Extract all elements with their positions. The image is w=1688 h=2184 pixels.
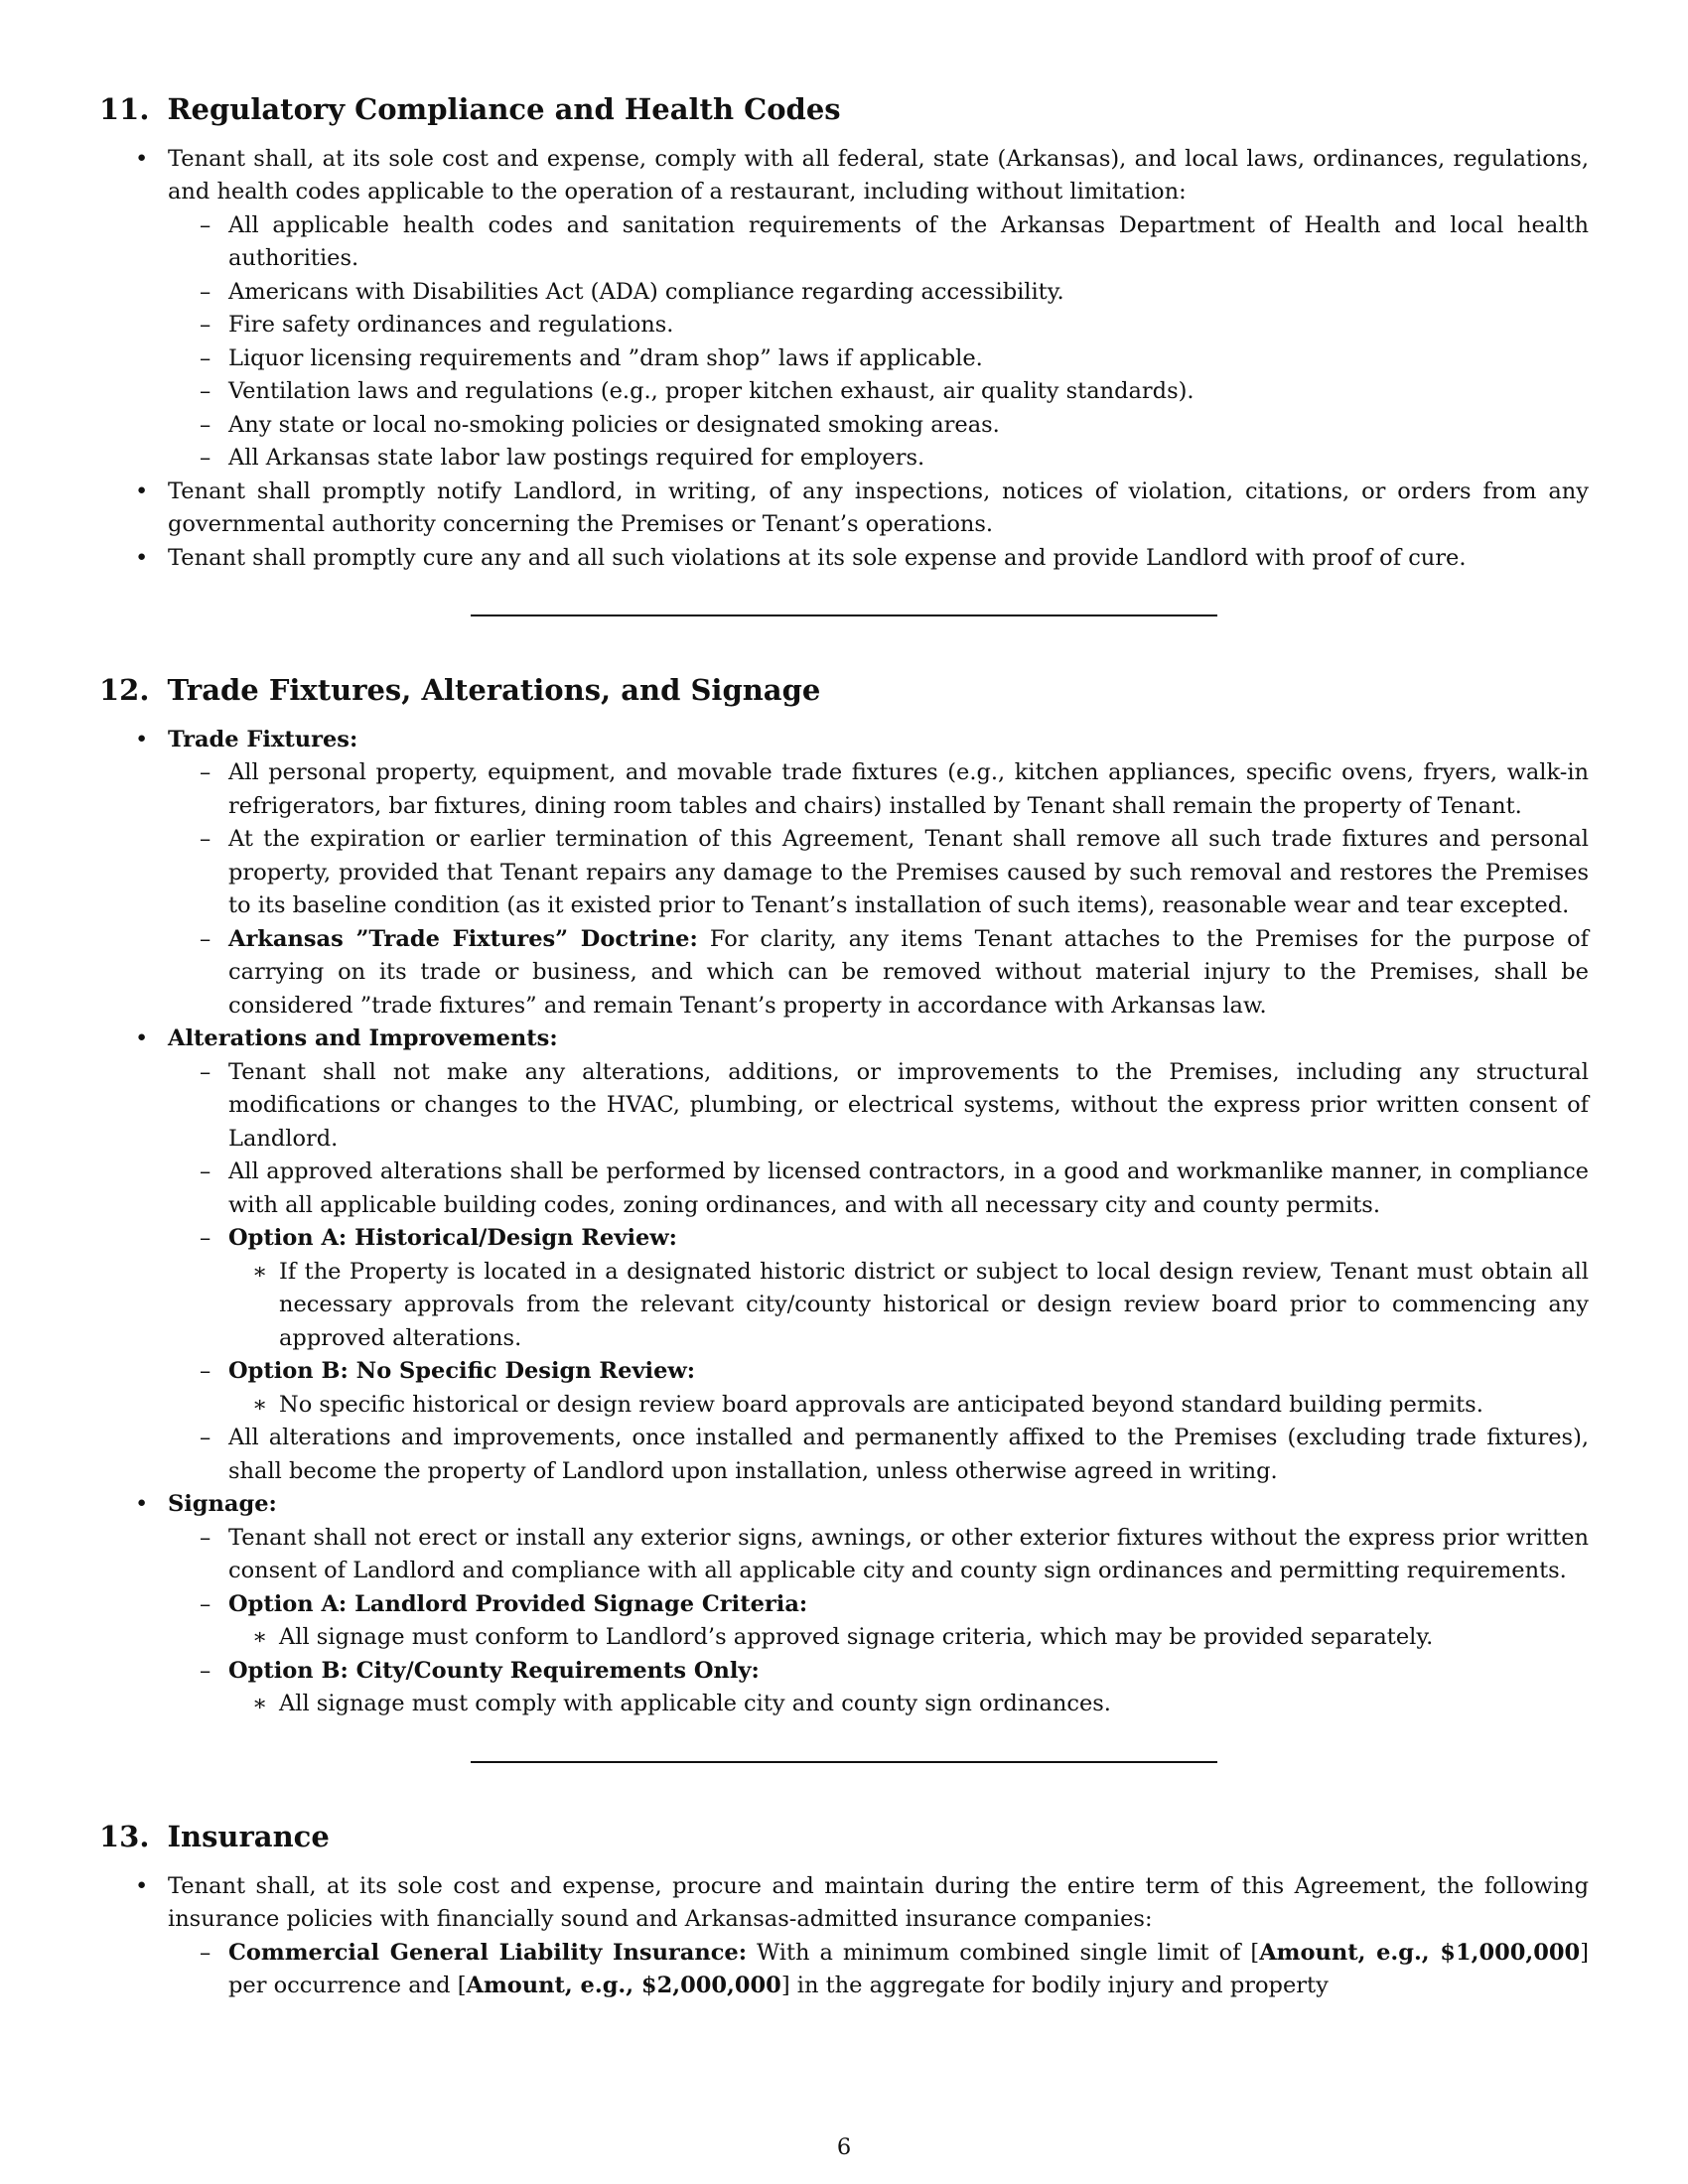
item-heading: Alterations and Improvements: xyxy=(168,1025,558,1052)
option-item xyxy=(228,1256,1589,1356)
sublist-item xyxy=(168,1522,1589,1588)
option-heading: Option A: Landlord Provided Signage Criteria: xyxy=(228,1590,808,1617)
section-divider xyxy=(471,614,1217,616)
bullet-icon: • xyxy=(135,1872,149,1899)
item-text: Any state or local no-smoking policies or designated smoking areas. xyxy=(228,411,1000,438)
dash-icon: – xyxy=(200,1939,211,1966)
dash-icon: – xyxy=(200,278,211,305)
option-heading: Option B: City/County Requirements Only: xyxy=(228,1657,760,1684)
item-heading: Trade Fixtures: xyxy=(168,726,358,752)
sublist-item xyxy=(168,442,1589,476)
sublist xyxy=(168,1056,1589,1489)
option-item xyxy=(228,1621,1589,1655)
section-11 xyxy=(99,91,1589,575)
item-text: All personal property, equipment, and movable trade fixtures (e.g., kitchen appliances, specific ovens, fryers, walk-in refrigerators, bar fixtures, dining room tables and chairs) installed by Tenant shall remain the property of Tenant. xyxy=(228,759,1589,819)
item-text: All approved alterations shall be performed by licensed contractors, in a good and workmanlike manner, in compliance with all applicable building codes, zoning ordinances, and with all necessary city and county permits. xyxy=(228,1159,1589,1218)
dash-icon: – xyxy=(200,211,211,238)
option-heading: Option A: Historical/Design Review: xyxy=(228,1225,677,1252)
list-item xyxy=(99,143,1589,476)
item-text: No specific historical or design review board approvals are anticipated beyond standard building permits. xyxy=(279,1391,1483,1418)
section-12 xyxy=(99,672,1589,1721)
dash-icon: – xyxy=(200,1225,211,1252)
sublist-item-option-b xyxy=(168,1355,1589,1422)
sublist-item xyxy=(168,923,1589,1024)
option-list xyxy=(228,1256,1589,1356)
section-title: Insurance xyxy=(167,1819,330,1853)
list-item xyxy=(99,542,1589,576)
section-number: 12. xyxy=(99,673,150,708)
option-item xyxy=(228,1688,1589,1721)
sublist-item xyxy=(168,1156,1589,1222)
sublist-item xyxy=(168,309,1589,342)
section-11-list xyxy=(99,143,1589,576)
section-divider xyxy=(471,1761,1217,1763)
paragraph-text: Tenant shall, at its sole cost and expense, comply with all federal, state (Arkansas), and local laws, ordinances, regulations, and health codes applicable to the operation of a restaurant, including without limitation: xyxy=(168,145,1589,205)
option-heading: Option B: No Specific Design Review: xyxy=(228,1358,696,1385)
bullet-icon: • xyxy=(135,478,149,504)
amount-placeholder: Amount, e.g., $1,000,000 xyxy=(1259,1939,1581,1966)
section-12-heading xyxy=(99,672,1589,710)
item-heading: Arkansas ”Trade Fixtures” Doctrine: xyxy=(228,925,698,952)
sublist xyxy=(168,1522,1589,1721)
item-text: Liquor licensing requirements and ”dram shop” laws if applicable. xyxy=(228,344,983,371)
paragraph-text: Tenant shall, at its sole cost and expense, procure and maintain during the entire term of this Agreement, the following insurance policies with financially sound and Arkansas-admitted insurance companies: xyxy=(168,1872,1589,1933)
sublist-item-option-b xyxy=(168,1655,1589,1721)
asterisk-icon: ∗ xyxy=(252,1691,268,1717)
item-heading: Commercial General Liability Insurance: xyxy=(228,1939,748,1966)
item-text: Americans with Disabilities Act (ADA) compliance regarding accessibility. xyxy=(228,278,1064,305)
item-text: ] in the aggregate for bodily injury and property xyxy=(780,1973,1329,1999)
item-text: All applicable health codes and sanitation requirements of the Arkansas Department of Health and local health authorities. xyxy=(228,211,1589,272)
item-text: All alterations and improvements, once installed and permanently affixed to the Premises (excluding trade fixtures), shall become the property of Landlord upon installation, unless otherwise agreed in writing. xyxy=(228,1425,1589,1484)
sublist-item xyxy=(168,1422,1589,1488)
dash-icon: – xyxy=(200,1058,211,1085)
item-text: Tenant shall not erect or install any exterior signs, awnings, or other exterior fixtures without the express prior written consent of Landlord and compliance with all applicable city and county sign ordinances and permitting requirements. xyxy=(228,1524,1589,1584)
item-text: If the Property is located in a designated historic district or subject to local design review, Tenant must obtain all necessary approvals from the relevant city/county historical or design review board prior to commencing any approved alterations. xyxy=(279,1258,1589,1351)
sublist-item xyxy=(168,342,1589,376)
option-list xyxy=(228,1621,1589,1655)
section-13-list xyxy=(99,1870,1589,2003)
sublist-item xyxy=(168,1056,1589,1157)
item-text: At the expiration or earlier termination of this Agreement, Tenant shall remove all such trade fixtures and personal property, provided that Tenant repairs any damage to the Premises caused by such removal and restores the Premises to its baseline condition (as it existed prior to Tenant’s installation of such items), reasonable wear and tear excepted. xyxy=(228,826,1589,919)
sublist-item xyxy=(168,375,1589,409)
item-text: All signage must comply with applicable city and county sign ordinances. xyxy=(279,1691,1111,1717)
section-13-heading xyxy=(99,1819,1589,1856)
item-text: All signage must conform to Landlord’s approved signage criteria, which may be provided separately. xyxy=(279,1624,1434,1651)
dash-icon: – xyxy=(200,759,211,786)
item-text: All Arkansas state labor law postings required for employers. xyxy=(228,445,925,472)
section-13 xyxy=(99,1819,1589,2003)
section-12-list xyxy=(99,724,1589,1721)
page-number: 6 xyxy=(836,2134,852,2160)
sublist-item xyxy=(168,756,1589,823)
section-title: Trade Fixtures, Alterations, and Signage xyxy=(167,673,821,708)
dash-icon: – xyxy=(200,925,211,952)
section-11-heading xyxy=(99,91,1589,129)
dash-icon: – xyxy=(200,445,211,472)
item-text: Tenant shall not make any alterations, additions, or improvements to the Premises, including any structural modifications or changes to the HVAC, plumbing, or electrical systems, without the express prior written consent of Landlord. xyxy=(228,1058,1589,1152)
list-item xyxy=(99,476,1589,542)
sublist-item xyxy=(168,823,1589,923)
paragraph-text: Tenant shall promptly cure any and all such violations at its sole expense and provide Landlord with proof of cure. xyxy=(168,544,1467,571)
section-number: 13. xyxy=(99,1819,150,1853)
item-text: Fire safety ordinances and regulations. xyxy=(228,312,674,339)
dash-icon: – xyxy=(200,378,211,405)
list-item-signage xyxy=(99,1488,1589,1721)
dash-icon: – xyxy=(200,411,211,438)
item-heading: Signage: xyxy=(168,1491,277,1518)
item-text: Ventilation laws and regulations (e.g., proper kitchen exhaust, air quality standards). xyxy=(228,378,1195,405)
sublist xyxy=(168,209,1589,476)
dash-icon: – xyxy=(200,1524,211,1551)
dash-icon: – xyxy=(200,1358,211,1385)
sublist-item-option-a xyxy=(168,1222,1589,1355)
bullet-icon: • xyxy=(135,1491,149,1518)
asterisk-icon: ∗ xyxy=(252,1624,268,1651)
bullet-icon: • xyxy=(135,1025,149,1052)
bullet-icon: • xyxy=(135,726,149,752)
item-text: For clarity, any items Tenant attaches to the Premises for the purpose of carrying on its trade or business, and which can be removed without material injury to the Premises, shall be considered ”trade fixtures” and remain Tenant’s property in accordance with Arkansas law. xyxy=(228,925,1590,1019)
dash-icon: – xyxy=(200,1590,211,1617)
sublist xyxy=(168,756,1589,1023)
dash-icon: – xyxy=(200,1657,211,1684)
paragraph-text: Tenant shall promptly notify Landlord, in writing, of any inspections, notices of violation, citations, or orders from any governmental authority concerning the Premises or Tenant’s operations. xyxy=(168,478,1589,538)
asterisk-icon: ∗ xyxy=(252,1391,268,1418)
bullet-icon: • xyxy=(135,544,149,571)
sublist-item xyxy=(168,276,1589,310)
dash-icon: – xyxy=(200,826,211,853)
asterisk-icon: ∗ xyxy=(252,1258,268,1285)
section-title: Regulatory Compliance and Health Codes xyxy=(167,92,841,126)
dash-icon: – xyxy=(200,1159,211,1185)
option-list xyxy=(228,1688,1589,1721)
document-page xyxy=(99,91,1589,2003)
list-item xyxy=(99,1870,1589,2003)
sublist-item-option-a xyxy=(168,1588,1589,1655)
dash-icon: – xyxy=(200,344,211,371)
list-item-alterations xyxy=(99,1023,1589,1488)
sublist-item xyxy=(168,209,1589,276)
sublist xyxy=(168,1937,1589,2003)
sublist-item-cgl xyxy=(168,1937,1589,2003)
dash-icon: – xyxy=(200,312,211,339)
section-number: 11. xyxy=(99,92,150,126)
item-text: With a minimum combined single limit of [ xyxy=(757,1939,1260,1966)
amount-placeholder: Amount, e.g., $2,000,000 xyxy=(466,1973,781,1999)
bullet-icon: • xyxy=(135,145,149,172)
option-list xyxy=(228,1389,1589,1423)
item-text: ] per occurrence and [ xyxy=(228,1939,1589,1999)
dash-icon: – xyxy=(200,1425,211,1451)
sublist-item xyxy=(168,409,1589,443)
list-item-trade-fixtures xyxy=(99,724,1589,1024)
option-item xyxy=(228,1389,1589,1423)
